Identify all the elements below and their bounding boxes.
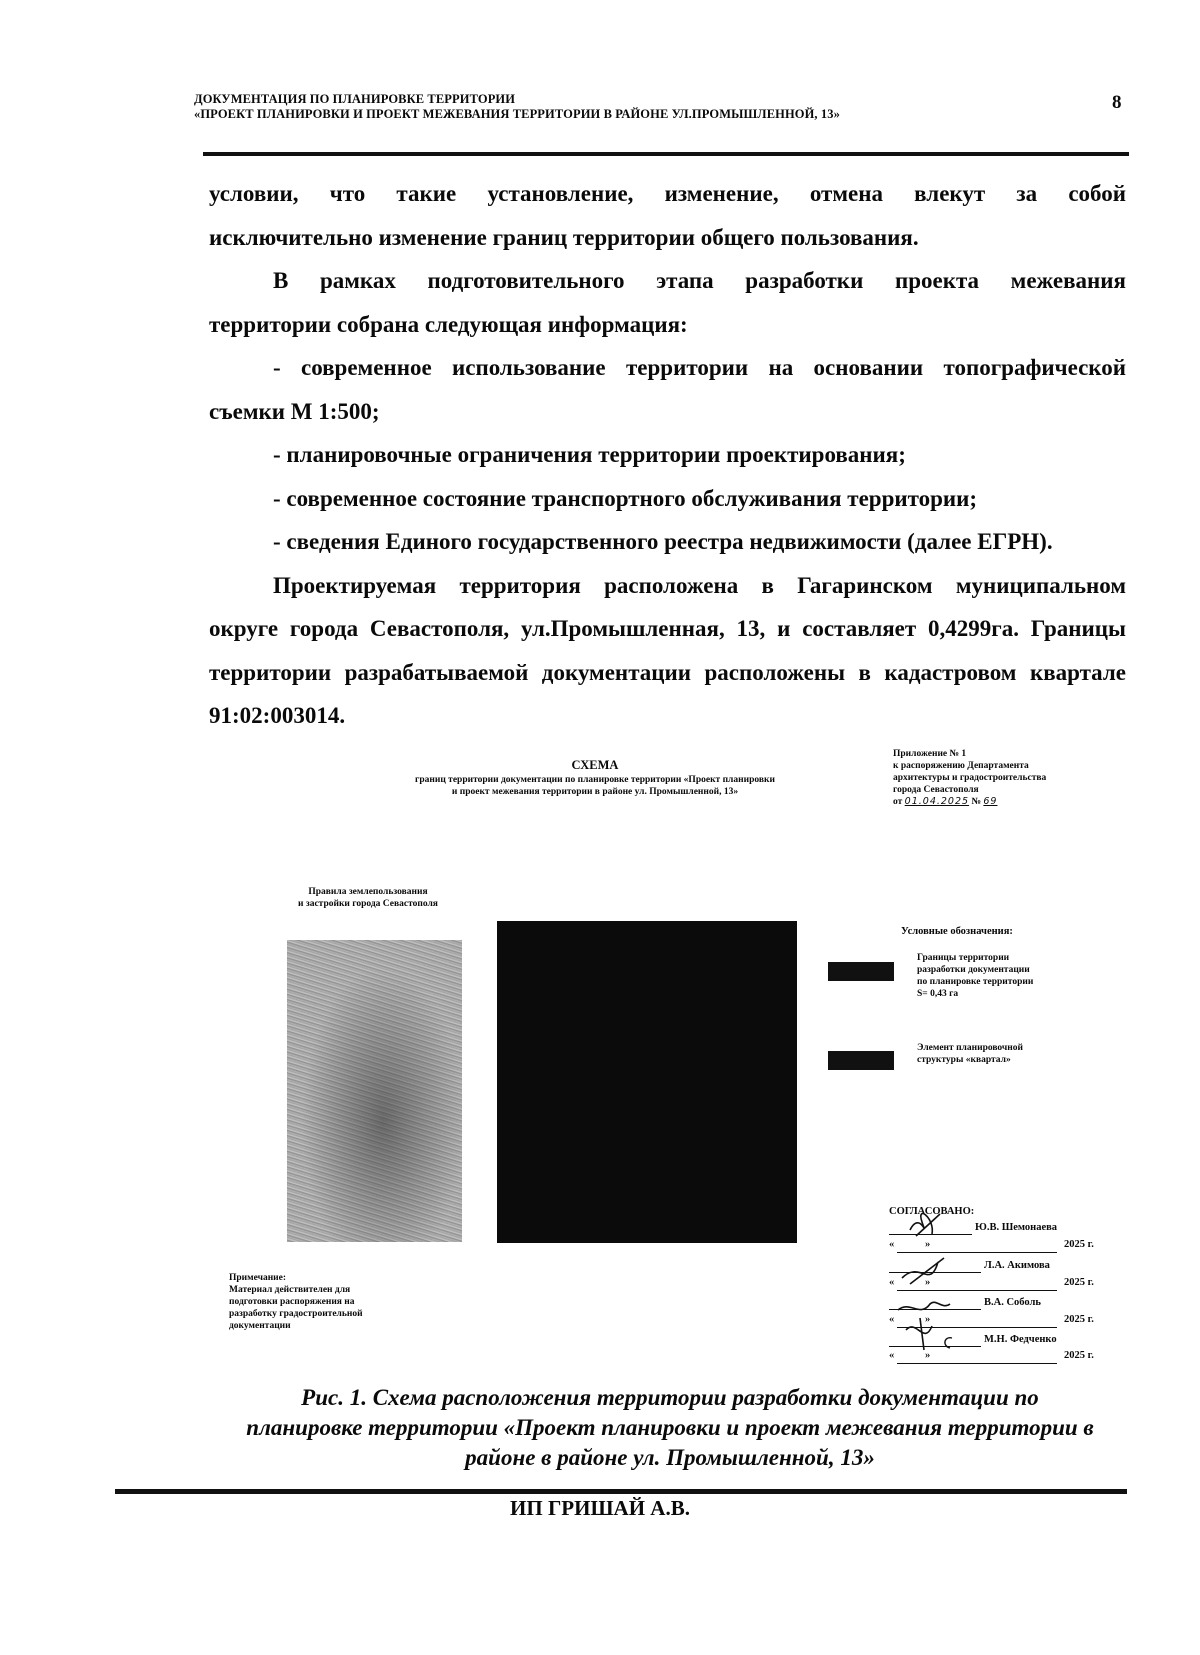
schema-subtitle-line-2: и проект межевания территории в районе ул. Промышленной, 13»	[451, 786, 739, 797]
running-header	[194, 92, 840, 122]
date-quote-close-1: »	[925, 1239, 931, 1250]
appendix-line-2: к распоряжению Департамента	[893, 761, 1029, 771]
schema-title: СХЕМА	[571, 758, 619, 772]
appendix-date-line	[893, 796, 1046, 808]
date-line-4	[897, 1363, 1057, 1364]
legend-item-boundary-line-1: Границы территории	[917, 953, 1010, 963]
footer-company: ИП ГРИШАЙ А.В.	[510, 1496, 690, 1520]
legend-item-boundary-area: S= 0,43 га	[917, 989, 959, 999]
date-year-3: 2025 г.	[1064, 1314, 1094, 1325]
legend-item-quarter-line-2: структуры «квартал»	[917, 1055, 1011, 1065]
date-quote-close-4: »	[925, 1350, 931, 1361]
paragraph-3-line-3: территории разрабатываемой документации расположены в кадастровом квартале	[209, 659, 1126, 685]
date-quote-close-3: »	[925, 1314, 931, 1325]
signatory-1: Ю.В. Шемонаева	[975, 1222, 1058, 1233]
date-quote-open-3: «	[889, 1314, 895, 1325]
list-item-4: - сведения Единого государственного реестра недвижимости (далее ЕГРН).	[273, 529, 1053, 554]
legend-item-boundary-line-2: разработки документации	[917, 965, 1030, 975]
note-line-5: документации	[229, 1321, 291, 1331]
note-line-4: разработку градостроительной	[229, 1309, 363, 1319]
date-line-2	[897, 1290, 1057, 1291]
appendix-line-4: города Севастополя	[893, 785, 979, 795]
date-quote-close-2: »	[925, 1277, 931, 1288]
list-item-1-line-2: съемки М 1:500;	[209, 398, 380, 424]
header-rule	[203, 152, 1129, 156]
date-year-2: 2025 г.	[1064, 1277, 1094, 1288]
date-line-1	[897, 1252, 1057, 1253]
body-text	[209, 172, 1126, 738]
paragraph-2-line-2: территории собрана следующая информация:	[209, 311, 688, 337]
paragraph-1-line-1: условии, что такие установление, изменение, отмена влекут за собой	[209, 181, 1126, 206]
signature-line-2	[889, 1272, 981, 1273]
note-block	[229, 1272, 363, 1332]
date-quote-open-2: «	[889, 1277, 895, 1288]
list-item-2: - планировочные ограничения территории проектирования;	[273, 442, 906, 467]
note-title: Примечание:	[229, 1273, 287, 1283]
paragraph-2-line-1: В рамках подготовительного этапа разработки проекта межевания	[273, 268, 1126, 293]
signatory-3: В.А. Соболь	[984, 1297, 1041, 1308]
footer-rule	[115, 1489, 1127, 1494]
date-quote-open-1: «	[889, 1239, 895, 1250]
figure-caption-line-2: планировке территории «Проект планировки и проект межевания территории в	[246, 1415, 1094, 1440]
legend-item-quarter	[917, 1042, 1023, 1066]
paragraph-3-line-1: Проектируемая территория расположена в Гагаринском муниципальном	[273, 572, 1126, 598]
appendix-date-prefix: от	[893, 797, 903, 807]
signatory-4: М.Н. Федченко	[984, 1334, 1057, 1345]
legend-swatch-boundary	[828, 962, 894, 981]
paragraph-3-line-2: округе города Севастополя, ул.Промышленная, 13, и составляет 0,4299га. Границы	[209, 616, 1126, 641]
signature-line-1	[889, 1234, 972, 1235]
zoning-rules-label-line-1: Правила землепользования	[308, 887, 428, 897]
appendix-line-1: Приложение № 1	[893, 749, 967, 759]
date-line-3	[897, 1327, 1057, 1328]
appendix-date: 01.04.2025	[904, 796, 970, 807]
legend-title: Условные обозначения:	[901, 926, 1013, 937]
zoning-map-image	[287, 940, 462, 1242]
page-number: 8	[1112, 92, 1122, 113]
signature-line-3	[889, 1309, 981, 1310]
list-item-3: - современное состояние транспортного обслуживания территории;	[273, 485, 978, 511]
figure-caption	[200, 1383, 1140, 1473]
paragraph-3-line-4: 91:02:003014.	[209, 703, 346, 728]
zoning-rules-label-line-2: и застройки города Севастополя	[298, 899, 438, 909]
approval-title: СОГЛАСОВАНО:	[889, 1206, 975, 1217]
appendix-number: 69	[983, 796, 998, 807]
paragraph-1-line-2: исключительно изменение границ территории общего пользования.	[209, 224, 919, 250]
date-year-1: 2025 г.	[1064, 1239, 1094, 1250]
territory-map-image	[497, 921, 797, 1243]
date-year-4: 2025 г.	[1064, 1350, 1094, 1361]
zoning-rules-label	[268, 886, 468, 910]
legend-item-quarter-line-1: Элемент планировочной	[917, 1043, 1023, 1053]
figure-caption-line-3: районе в районе ул. Промышленной, 13»	[465, 1445, 875, 1470]
legend-item-boundary-line-3: по планировке территории	[917, 977, 1034, 987]
signatory-2: Л.А. Акимова	[984, 1260, 1050, 1271]
legend-item-boundary	[917, 952, 1033, 1000]
appendix-block	[893, 748, 1046, 808]
date-quote-open-4: «	[889, 1350, 895, 1361]
appendix-no-prefix: №	[971, 797, 981, 807]
list-item-1-line-1: - современное использование территории на основании топографической	[273, 355, 1126, 380]
schema-subtitle-line-1: границ территории документации по планировке территории «Проект планировки	[415, 775, 775, 785]
header-line-2: «ПРОЕКТ ПЛАНИРОВКИ И ПРОЕКТ МЕЖЕВАНИЯ ТЕРРИТОРИИ В РАЙОНЕ УЛ.ПРОМЫШЛЕННОЙ, 13»	[194, 107, 840, 121]
note-line-3: подготовки распоряжения на	[229, 1297, 355, 1307]
appendix-line-3: архитектуры и градостроительства	[893, 773, 1047, 783]
legend-swatch-quarter	[828, 1051, 894, 1070]
note-line-2: Материал действителен для	[229, 1285, 351, 1295]
signature-line-4	[889, 1346, 981, 1347]
schema-subtitle	[330, 775, 860, 798]
figure-caption-line-1: Рис. 1. Схема расположения территории разработки документации по	[301, 1385, 1039, 1410]
header-line-1: ДОКУМЕНТАЦИЯ ПО ПЛАНИРОВКЕ ТЕРРИТОРИИ	[194, 92, 516, 106]
